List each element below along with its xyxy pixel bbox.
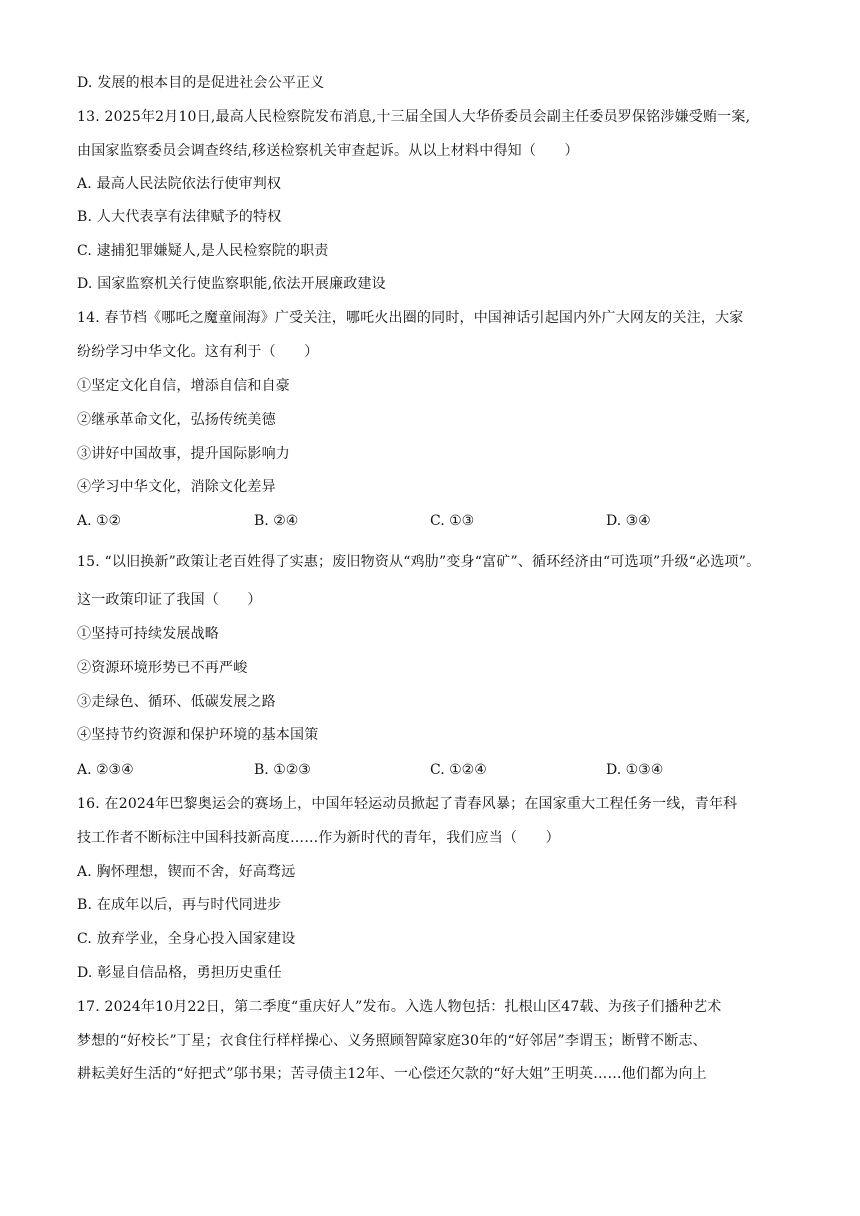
q15-stem-line-2: 这一政策印证了我国（ ）	[77, 592, 262, 608]
q14-choice-d: D. ③④	[606, 513, 651, 529]
q14-statement-1: ①坚定文化自信，增添自信和自豪	[77, 378, 290, 394]
q16-option-c: C. 放弃学业，全身心投入国家建设	[77, 931, 296, 947]
q16-option-a: A. 胸怀理想，锲而不舍，好高骛远	[77, 864, 296, 880]
q15-choice-a: A. ②③④	[77, 762, 134, 778]
q14-choice-b: B. ②④	[254, 513, 299, 529]
q16-option-b: B. 在成年以后，再与时代同进步	[77, 897, 282, 913]
q15-statement-4: ④坚持节约资源和保护环境的基本国策	[77, 727, 319, 743]
q13-option-d: D. 国家监察机关行使监察职能,依法开展廉政建设	[77, 276, 386, 292]
q15-stem-line-1: 15. “以旧换新”政策让老百姓得了实惠；废旧物资从“鸡肋”变身“富矿”、循环经济由“可选项”升级“必选项”。	[77, 554, 761, 570]
q15-choice-c: C. ①②④	[430, 762, 487, 778]
q15-choice-d: D. ①③④	[606, 762, 664, 778]
q14-choice-c: C. ①③	[430, 513, 475, 529]
q14-statement-2: ②继承革命文化，弘扬传统美德	[77, 412, 276, 428]
q13-stem-line-1: 13. 2025年2月10日,最高人民检察院发布消息,十三届全国人大华侨委员会副主任委员罗保铭涉嫌受贿一案,	[77, 109, 751, 125]
q12-option-d: D. 发展的根本目的是促进社会公平正义	[77, 75, 325, 91]
q14-statement-4: ④学习中华文化，消除文化差异	[77, 479, 276, 495]
q15-choice-b: B. ①②③	[254, 762, 311, 778]
q17-stem-line-3: 耕耘美好生活的“好把式”邬书果；苦寻债主12年、一心偿还欠款的“好大姐”王明英……他们都为向上	[77, 1066, 707, 1082]
q14-statement-3: ③讲好中国故事，提升国际影响力	[77, 446, 290, 462]
q17-stem-line-2: 梦想的“好校长”丁星；衣食住行样样操心、义务照顾智障家庭30年的“好邻居”李谓玉；断臂不断志、	[77, 1033, 707, 1049]
q16-option-d: D. 彰显自信品格，勇担历史重任	[77, 965, 282, 981]
q14-stem-line-1: 14. 春节档《哪吒之魔童闹海》广受关注，哪吒火出圈的同时，中国神话引起国内外广大网友的关注，大家	[77, 310, 744, 326]
q15-statement-1: ①坚持可持续发展战略	[77, 626, 219, 642]
q13-option-a: A. 最高人民法院依法行使审判权	[77, 176, 282, 192]
q14-choice-a: A. ①②	[77, 513, 122, 529]
q13-stem-line-2: 由国家监察委员会调查终结,移送检察机关审查起诉。从以上材料中得知（ ）	[77, 143, 579, 159]
q14-stem-line-2: 纷纷学习中华文化。这有利于（ ）	[77, 344, 319, 360]
q15-statement-3: ③走绿色、循环、低碳发展之路	[77, 694, 276, 710]
q15-statement-2: ②资源环境形势已不再严峻	[77, 660, 248, 676]
q17-stem-line-1: 17. 2024年10月22日，第二季度“重庆好人”发布。入选人物包括：扎根山区47载、为孩子们播种艺术	[77, 999, 722, 1015]
q16-stem-line-1: 16. 在2024年巴黎奥运会的赛场上，中国年轻运动员掀起了青春风暴；在国家重大工程任务一线，青年科	[77, 796, 738, 812]
q16-stem-line-2: 技工作者不断标注中国科技新高度……作为新时代的青年，我们应当（ ）	[77, 830, 560, 846]
q13-option-c: C. 逮捕犯罪嫌疑人,是人民检察院的职责	[77, 243, 329, 259]
q13-option-b: B. 人大代表享有法律赋予的特权	[77, 209, 282, 225]
